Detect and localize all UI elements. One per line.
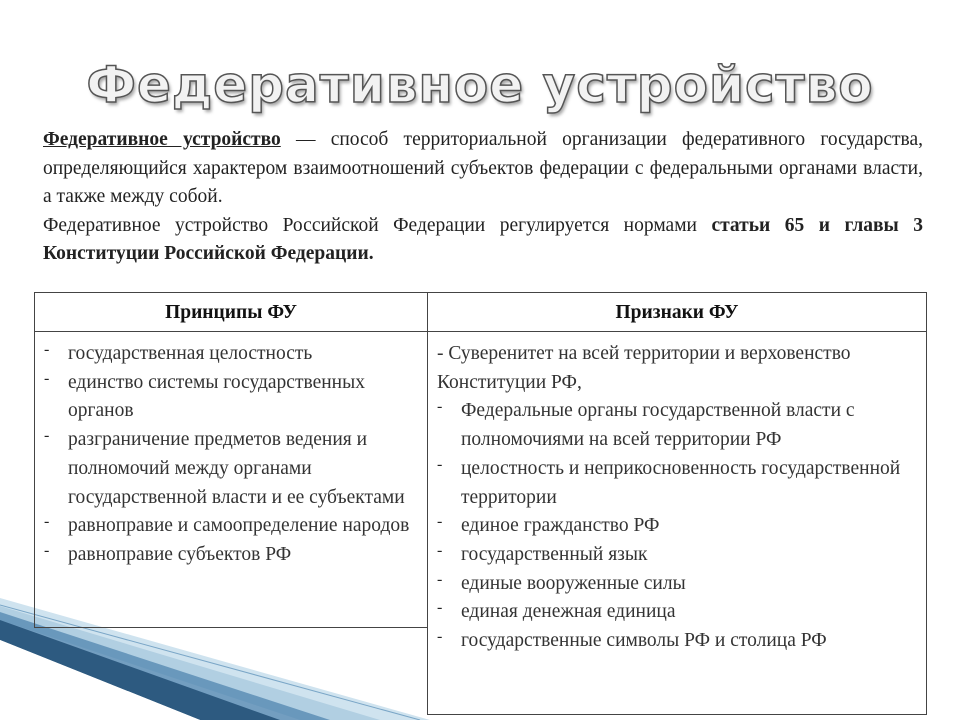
- bullet-dash-icon: -: [437, 398, 443, 416]
- bullet-dash-icon: -: [437, 513, 443, 531]
- list-item: - единство системы государственных органов: [44, 369, 365, 422]
- regulation-paragraph: [43, 212, 923, 269]
- bullet-dash-icon: -: [44, 513, 50, 531]
- list-item: - государственные символы РФ и столица РФ: [437, 628, 827, 652]
- definition-paragraph: [43, 126, 923, 212]
- bullet-dash-icon: -: [44, 369, 50, 387]
- features-header: Признаки ФУ: [428, 293, 926, 332]
- bullet-dash-icon: -: [437, 541, 443, 559]
- list-item: - равноправие и самоопределение народов: [44, 513, 410, 537]
- list-item: - единая денежная единица: [437, 599, 676, 623]
- principles-list: [35, 332, 427, 570]
- list-item: - государственный язык: [437, 541, 648, 565]
- features-column: [427, 292, 927, 715]
- list-item: - государственная целостность: [44, 341, 313, 364]
- bullet-dash-icon: -: [437, 570, 443, 588]
- list-item: - единое гражданство РФ: [437, 513, 660, 537]
- list-item: - целостность и неприкосновенность государственной территории: [437, 455, 901, 508]
- list-item: - единые вооруженные силы: [437, 570, 686, 594]
- bullet-dash-icon: -: [437, 599, 443, 617]
- term-heading: Федеративное устройство: [43, 129, 281, 150]
- principles-header: Принципы ФУ: [35, 293, 427, 332]
- bullet-dash-icon: -: [44, 541, 50, 559]
- list-item: - Федеральные органы государственной власти с полномочиями на всей территории РФ: [437, 398, 855, 451]
- bullet-dash-icon: -: [437, 455, 443, 473]
- intro-text: [43, 126, 923, 269]
- features-list: [428, 332, 926, 656]
- principles-column: [34, 292, 428, 628]
- regulation-text: Федеративное устройство Российской Федерации регулируется нормами: [43, 214, 712, 236]
- bullet-dash-icon: -: [44, 341, 50, 358]
- regulation-reference: статьи 65 и главы 3 Конституции Российской Федерации.: [43, 214, 923, 264]
- list-item: - равноправие субъектов РФ: [44, 541, 292, 565]
- bullet-dash-icon: -: [44, 427, 50, 445]
- slide-title: Федеративное устройство: [86, 56, 874, 114]
- list-item: - разграничение предметов ведения и полномочий между органами государственной власти и ее субъектами: [44, 427, 405, 508]
- bullet-dash-icon: -: [437, 628, 443, 646]
- list-item: - Суверенитет на всей территории и верховенство Конституции РФ,: [437, 343, 851, 393]
- definition-text: — способ территориальной организации федеративного государства, определяющийся характером взаимоотношений субъектов федерации с федеральными органами власти, а также между собой.: [43, 129, 923, 207]
